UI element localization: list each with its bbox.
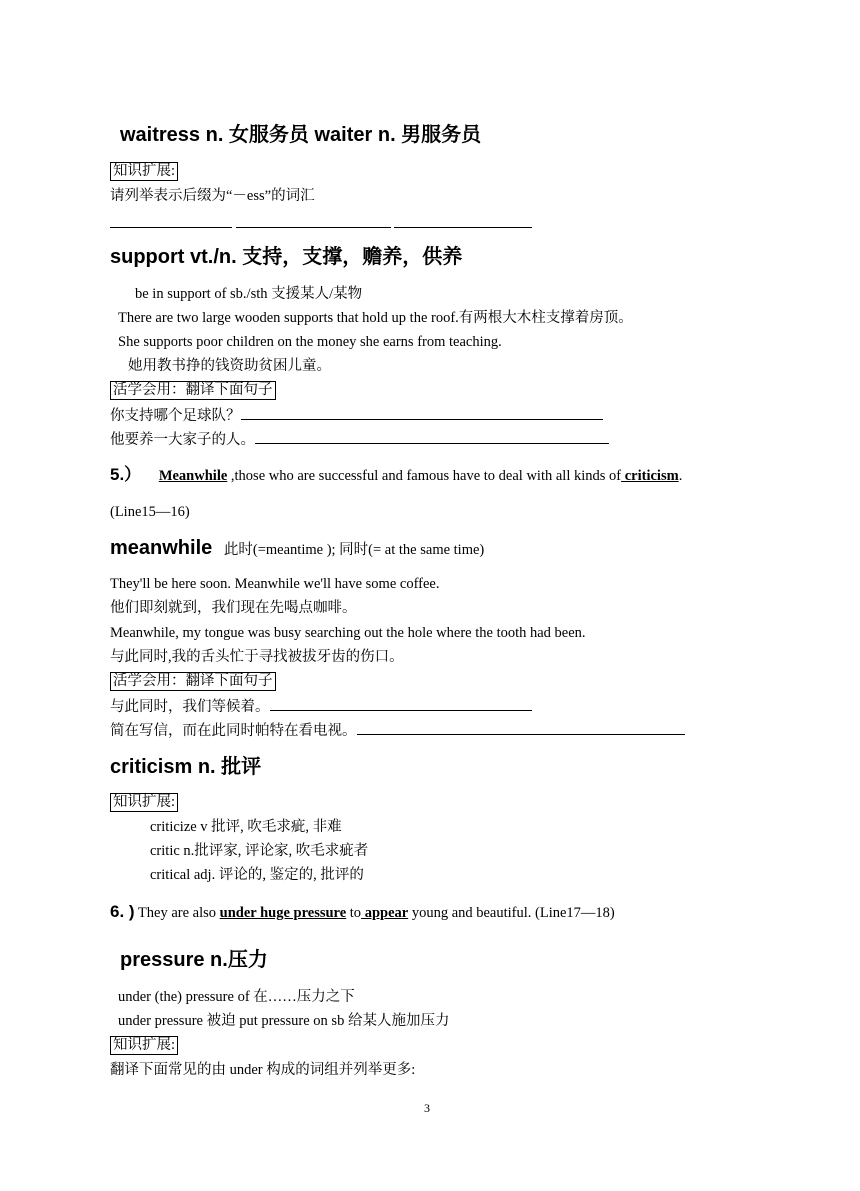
support-example-2-en: She supports poor children on the money she earns from teaching. bbox=[118, 334, 502, 350]
support-phrase: be in support of sb./sth 支援某人/某物 bbox=[135, 286, 363, 302]
sentence-end: . bbox=[678, 468, 683, 484]
support-example-2-cn: 她用教书挣的钱资助贫困儿童。 bbox=[128, 358, 331, 374]
criticism-item-3: critical adj. 评论的, 鉴定的, 批评的 bbox=[150, 867, 364, 883]
knowledge-box-label: 知识扩展: bbox=[110, 1036, 178, 1055]
question-text: 你支持哪个足球队？ bbox=[110, 408, 241, 424]
answer-blank[interactable] bbox=[394, 214, 532, 228]
sentence-text: They are also bbox=[134, 905, 220, 921]
question-text: 他要养一大家子的人。 bbox=[110, 432, 255, 448]
knowledge-box-label: 知识扩展: bbox=[110, 793, 178, 812]
practice-box-label: 活学会用：翻译下面句子 bbox=[110, 672, 276, 691]
answer-blank[interactable] bbox=[241, 406, 603, 420]
answer-blank[interactable] bbox=[255, 430, 609, 444]
question-text: 与此同时，我们等候着。 bbox=[110, 699, 270, 715]
waitress-prompt: 请列举表示后缀为“－ess”的词汇 bbox=[110, 188, 315, 204]
sentence-5 bbox=[110, 466, 682, 485]
keyword-appear: appear bbox=[361, 905, 409, 921]
line-reference: (Line15—16) bbox=[110, 504, 190, 520]
support-heading: support vt./n. 支持，支撑，赡养，供养 bbox=[110, 246, 463, 268]
sentence-text: ,those who are successful and famous have to deal with all kinds of bbox=[227, 468, 622, 484]
answer-blank[interactable] bbox=[270, 697, 532, 711]
meanwhile-question-2 bbox=[110, 721, 685, 740]
pressure-usage-1: under (the) pressure of 在……压力之下 bbox=[118, 989, 355, 1005]
sentence-text: to bbox=[346, 905, 362, 921]
support-question-1 bbox=[110, 406, 603, 425]
keyword-meanwhile: Meanwhile bbox=[158, 468, 228, 484]
knowledge-box-label: 知识扩展: bbox=[110, 162, 178, 181]
sentence-6 bbox=[110, 903, 615, 922]
support-example-1: There are two large wooden supports that hold up the roof.有两根大木柱支撑着房顶。 bbox=[118, 310, 633, 326]
keyword-under-huge-pressure: under huge pressure bbox=[219, 905, 347, 921]
meanwhile-word: meanwhile bbox=[110, 537, 213, 559]
sentence-end: young and beautiful. (Line17—18) bbox=[408, 905, 615, 921]
keyword-criticism: criticism bbox=[621, 468, 679, 484]
criticism-item-2: critic n.批评家, 评论家, 吹毛求疵者 bbox=[150, 843, 369, 859]
pressure-usage-2: under pressure 被迫 put pressure on sb 给某人施加压力 bbox=[118, 1013, 450, 1029]
answer-blank[interactable] bbox=[236, 214, 391, 228]
meanwhile-example-1-cn: 他们即刻就到，我们现在先喝点咖啡。 bbox=[110, 600, 357, 616]
meanwhile-question-1 bbox=[110, 697, 532, 716]
meanwhile-definition: 此时(=meantime ); 同时(= at the same time) bbox=[223, 542, 485, 558]
meanwhile-example-1-en: They'll be here soon. Meanwhile we'll have some coffee. bbox=[110, 576, 440, 592]
page-number: 3 bbox=[424, 1101, 430, 1115]
sentence-number: 6. ) bbox=[110, 902, 135, 921]
answer-blank[interactable] bbox=[357, 721, 685, 735]
answer-blank[interactable] bbox=[110, 214, 232, 228]
meanwhile-example-2-cn: 与此同时,我的舌头忙于寻找被拔牙齿的伤口。 bbox=[110, 649, 404, 665]
practice-box-label: 活学会用：翻译下面句子 bbox=[110, 381, 276, 400]
sentence-number: 5.） bbox=[110, 465, 142, 484]
criticism-heading: criticism n. 批评 bbox=[110, 756, 262, 778]
criticism-item-1: criticize v 批评, 吹毛求疵, 非难 bbox=[150, 819, 342, 835]
pressure-heading: pressure n.压力 bbox=[120, 949, 268, 971]
waitress-heading: waitress n. 女服务员 waiter n. 男服务员 bbox=[120, 124, 482, 146]
support-question-2 bbox=[110, 430, 609, 449]
question-text: 简在写信，而在此同时帕特在看电视。 bbox=[110, 723, 357, 739]
pressure-prompt: 翻译下面常见的由 under 构成的词组并列举更多: bbox=[110, 1062, 416, 1078]
meanwhile-entry bbox=[110, 536, 484, 560]
answer-blanks bbox=[110, 214, 532, 233]
meanwhile-example-2-en: Meanwhile, my tongue was busy searching out the hole where the tooth had been. bbox=[110, 625, 586, 641]
